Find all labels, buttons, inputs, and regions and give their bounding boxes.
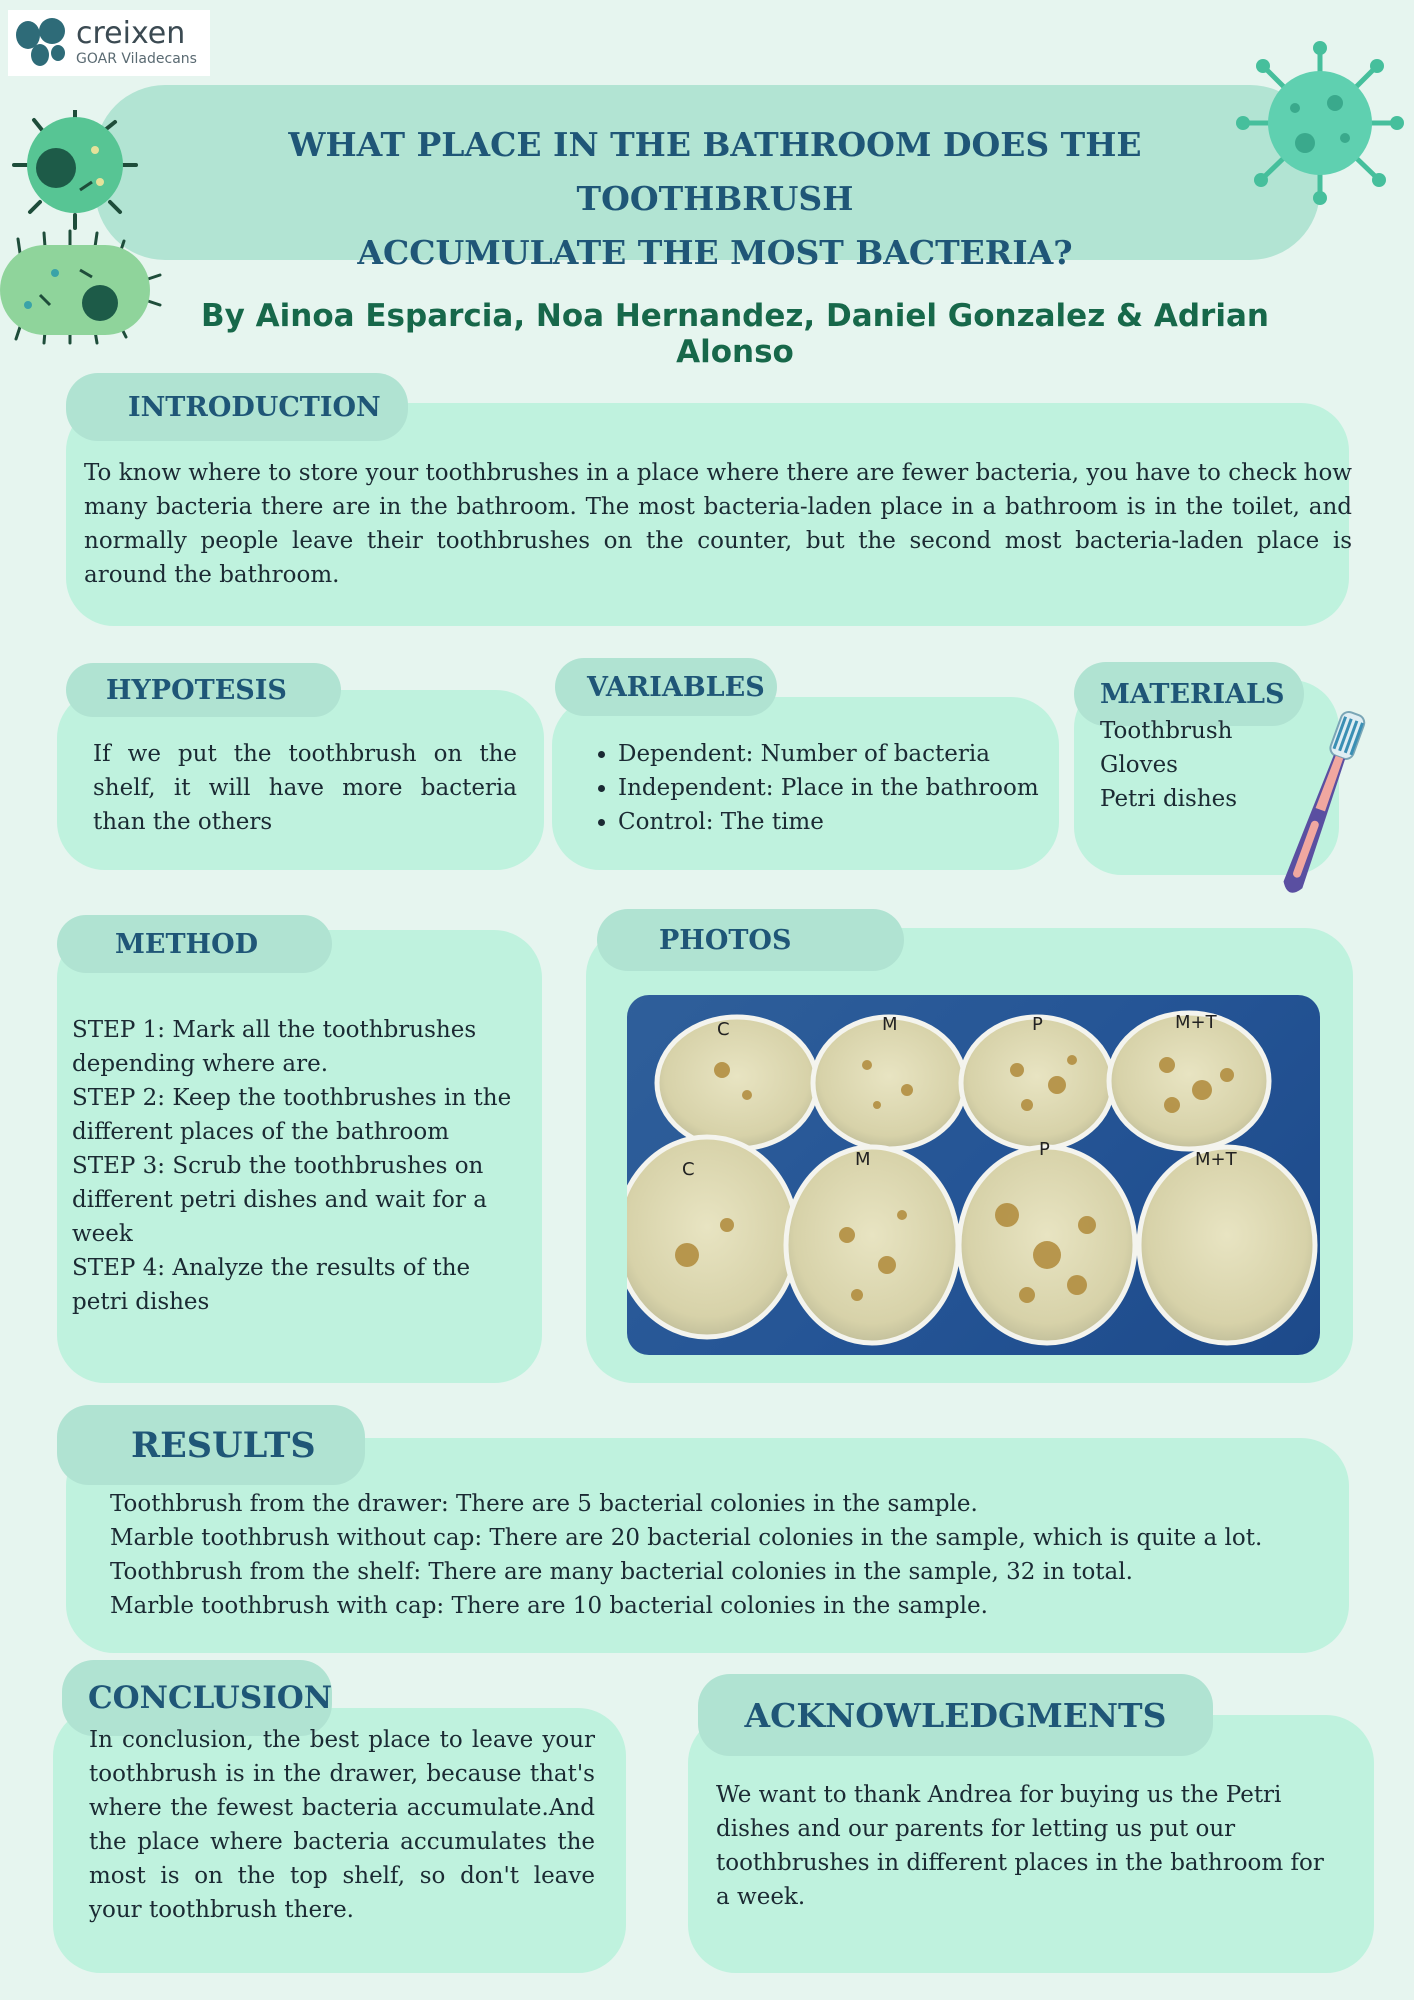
hypothesis-text: If we put the toothbrush on the shelf, it will have more bacteria than the others xyxy=(93,741,517,835)
acknowledgments-heading-text: ACKNOWLEDGMENTS xyxy=(744,1695,1167,1735)
dish-label: M+T xyxy=(1195,1149,1237,1170)
variables-heading xyxy=(555,658,777,716)
method-steps xyxy=(72,1013,532,1319)
hypothesis-heading xyxy=(66,663,341,717)
method-step: STEP 1: Mark all the toothbrushes depending where are. xyxy=(72,1017,477,1077)
materials-list xyxy=(1100,714,1270,816)
dish-label: C xyxy=(717,1019,730,1040)
conclusion-heading-text: CONCLUSION xyxy=(88,1680,333,1716)
result-line: Marble toothbrush with cap: There are 10 bacterial colonies in the sample. xyxy=(110,1593,988,1619)
logo-subtitle: GOAR Viladecans xyxy=(76,51,197,67)
variable-item: • Control: The time xyxy=(618,805,1058,839)
dish-label: M xyxy=(855,1149,871,1170)
method-step: STEP 4: Analyze the results of the petri dishes xyxy=(72,1255,471,1315)
result-line: Toothbrush from the drawer: There are 5 bacterial colonies in the sample. xyxy=(110,1491,978,1517)
photos-heading xyxy=(597,909,904,971)
method-heading xyxy=(57,915,332,973)
result-line: Toothbrush from the shelf: There are many bacterial colonies in the sample, 32 in total. xyxy=(110,1559,1133,1585)
variable-item: • Dependent: Number of bacteria xyxy=(618,737,1058,771)
introduction-text: To know where to store your toothbrushes in a place where there are fewer bacteria, you have to check how many bacteria there are in the bathroom. The most bacteria-laden place in a bathroom is in the toilet, and normally people leave their toothbrushes on the counter, but the second most bacteria-laden place is around the bathroom. xyxy=(84,460,1352,588)
results-list xyxy=(110,1487,1340,1623)
introduction-heading-text: INTRODUCTION xyxy=(128,391,381,423)
variables-list xyxy=(588,737,1058,839)
dish-label: C xyxy=(682,1159,695,1180)
conclusion-text: In conclusion, the best place to leave your toothbrush is in the drawer, because that's where the fewest bacteria accumulate.And the place where bacteria accumulates the most is on the top shelf, so don't leave your toothbrush there. xyxy=(89,1727,595,1923)
dish-label: M xyxy=(882,1014,898,1035)
virus-icon xyxy=(1235,38,1405,208)
method-step: STEP 2: Keep the toothbrushes in the different places of the bathroom xyxy=(72,1085,512,1145)
acknowledgments-text: We want to thank Andrea for buying us the Petri dishes and our parents for letting us put our toothbrushes in different places in the bathroom for a week. xyxy=(716,1782,1324,1910)
bacteria-cell-icon xyxy=(10,110,140,230)
result-line: Marble toothbrush without cap: There are 20 bacterial colonies in the sample, which is quite a lot. xyxy=(110,1525,1263,1551)
method-heading-text: METHOD xyxy=(115,928,259,960)
bacillus-bacteria-icon xyxy=(0,225,165,345)
dish-label: P xyxy=(1039,1139,1050,1160)
page-title-line-1: WHAT PLACE IN THE BATHROOM DOES THE TOOTHBRUSH xyxy=(288,125,1142,218)
material-item: Gloves xyxy=(1100,752,1178,778)
dish-label: M+T xyxy=(1175,1012,1217,1033)
results-heading-text: RESULTS xyxy=(131,1424,316,1466)
method-step: STEP 3: Scrub the toothbrushes on different petri dishes and wait for a week xyxy=(72,1153,487,1247)
materials-heading-text: MATERIALS xyxy=(1100,678,1285,710)
material-item: Toothbrush xyxy=(1100,718,1233,744)
logo-brand: creixen xyxy=(76,16,186,51)
logo-leaf-icon xyxy=(8,13,74,73)
authors: By Ainoa Esparcia, Noa Hernandez, Daniel Gonzalez & Adrian Alonso xyxy=(201,298,1269,370)
page-title-line-2: ACCUMULATE THE MOST BACTERIA? xyxy=(357,233,1073,272)
variable-item: • Independent: Place in the bathroom xyxy=(618,771,1058,805)
results-heading xyxy=(57,1405,365,1485)
introduction-heading xyxy=(66,373,408,441)
variables-heading-text: VARIABLES xyxy=(587,671,765,703)
photos-heading-text: PHOTOS xyxy=(659,924,792,956)
toothbrush-icon xyxy=(1262,700,1382,910)
acknowledgments-heading xyxy=(698,1674,1213,1756)
hypothesis-heading-text: HYPOTESIS xyxy=(106,674,287,706)
page-title xyxy=(200,118,1230,280)
petri-dishes-photo xyxy=(627,995,1320,1355)
material-item: Petri dishes xyxy=(1100,786,1238,812)
dish-label: P xyxy=(1032,1014,1043,1035)
logo xyxy=(8,10,210,76)
